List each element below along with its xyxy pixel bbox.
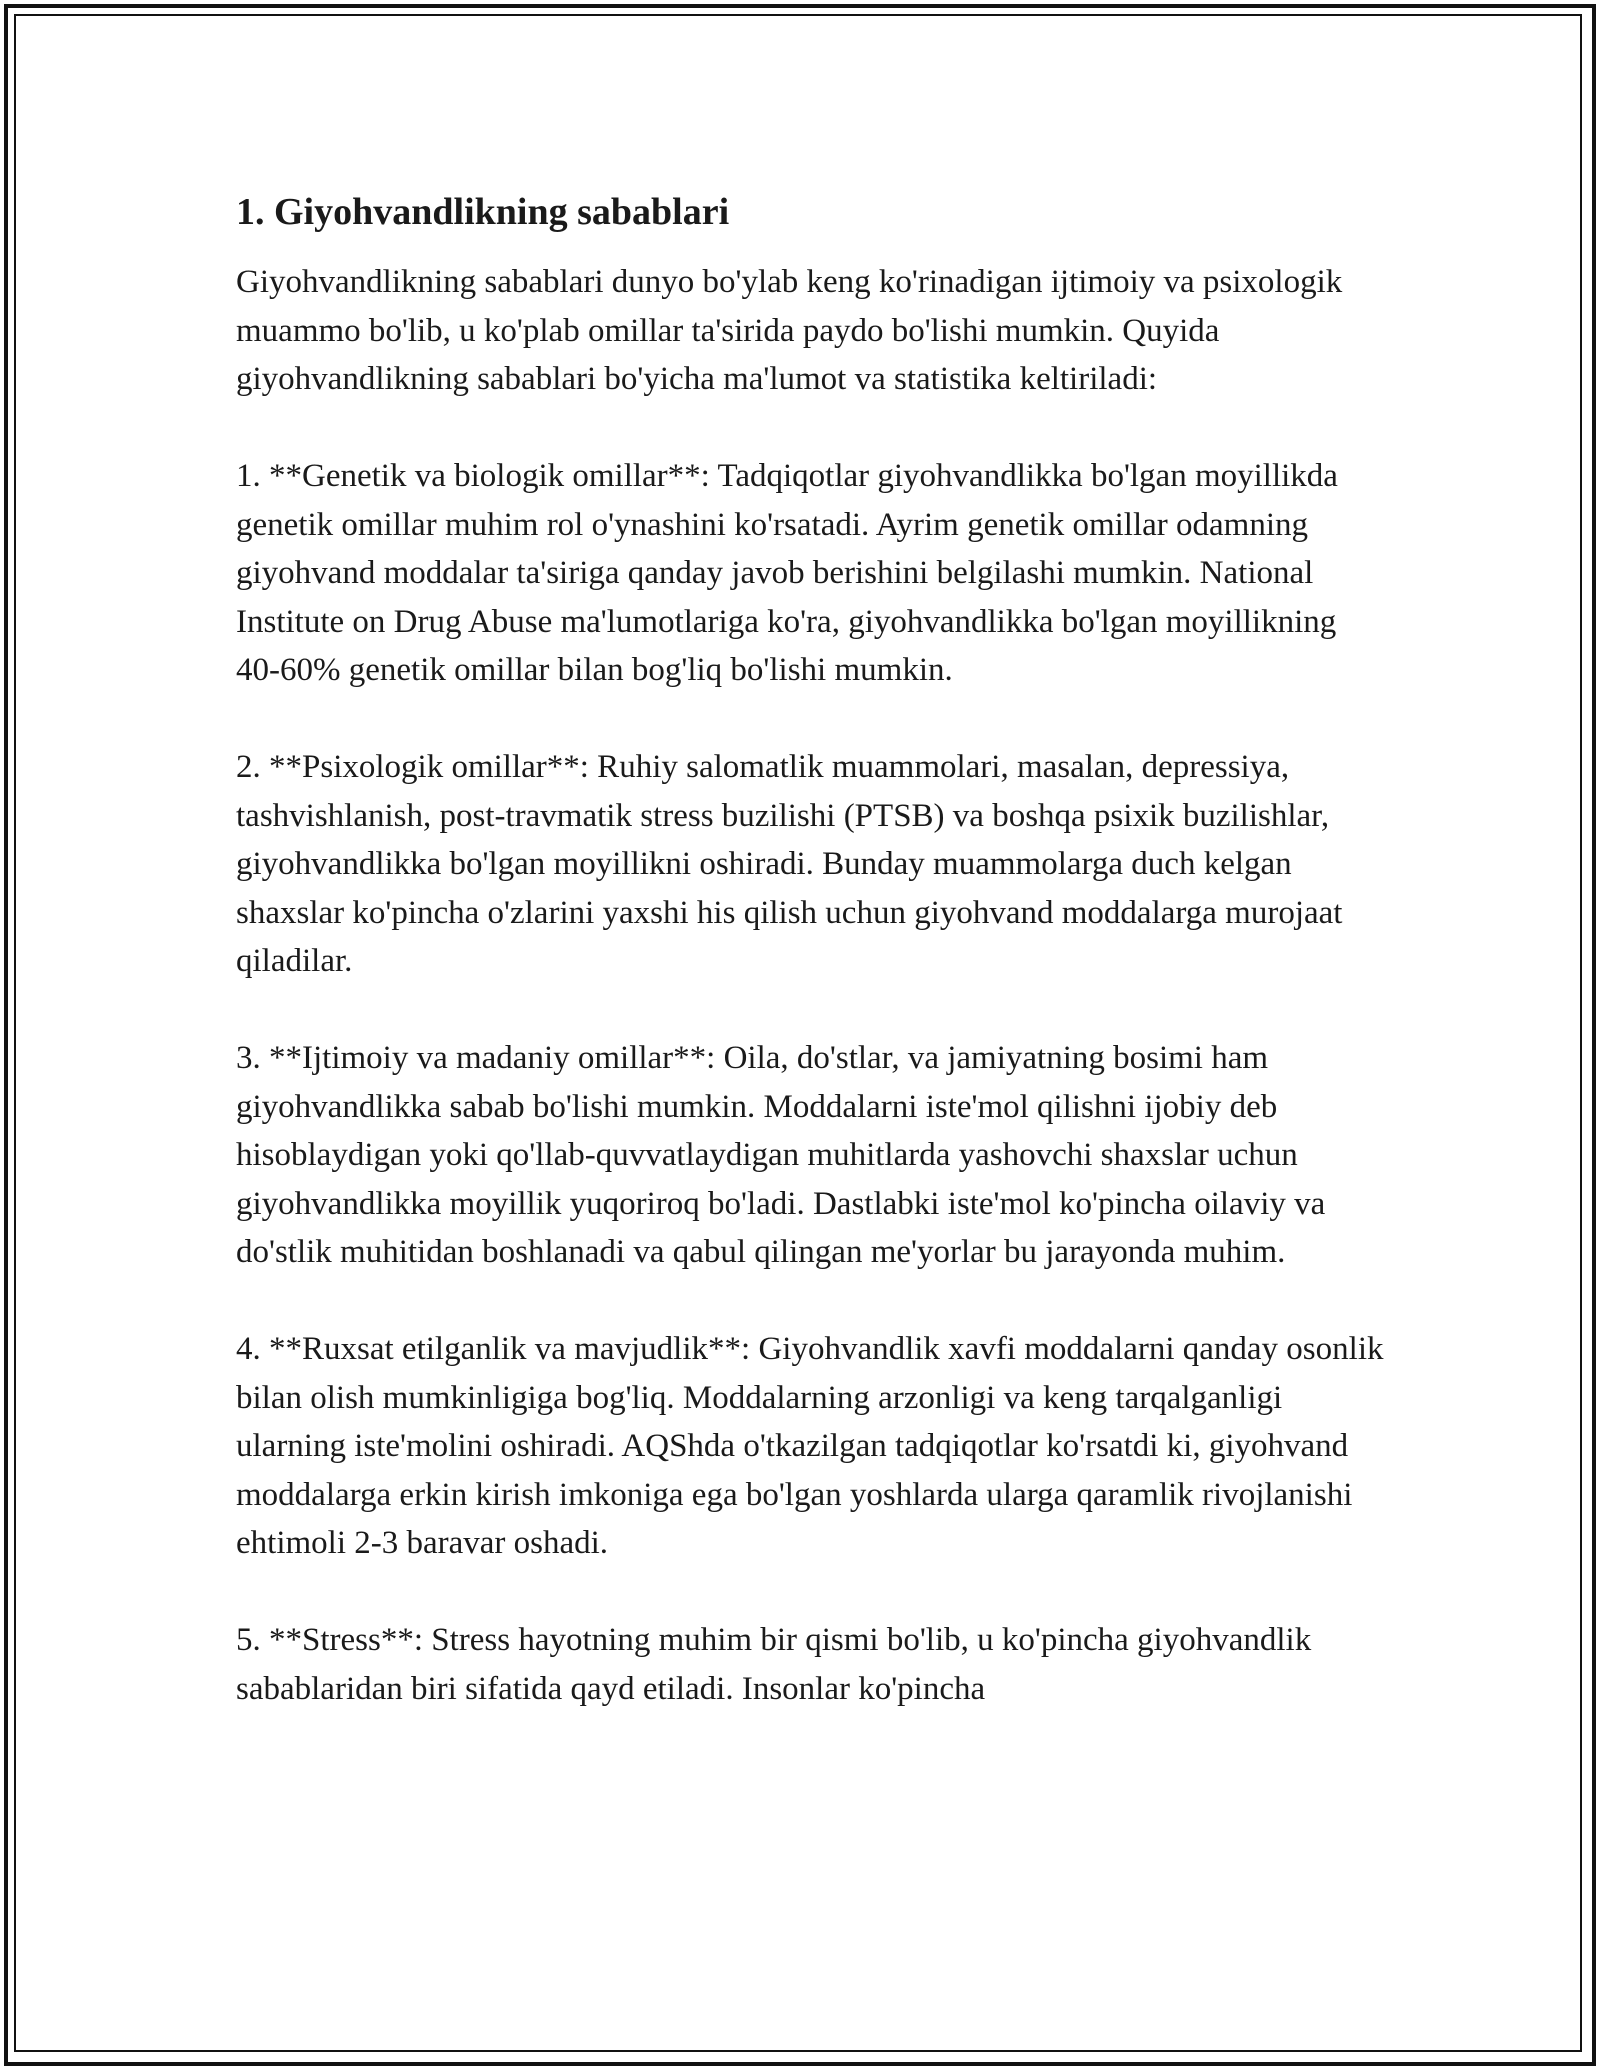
intro-paragraph: Giyohvandlikning sabablari dunyo bo'ylab keng ko'rinadigan ijtimoiy va psixologik muammo bo'lib, u ko'plab omillar ta'sirida paydo bo'lishi mumkin. Quyida giyohvandlikning sabablari bo'yicha ma'lumot va statistika keltiriladi: (236, 264, 1343, 397)
paragraph-genetic-factors: 1. **Genetik va biologik omillar**: Tadqiqotlar giyohvandlikka bo'lgan moyillikda genetik omillar muhim rol o'ynashini ko'rsatadi. Ayrim genetik omillar odamning giyohvand moddalar ta'siriga qanday javob berishini belgilashi mumkin. National Institute on Drug Abuse ma'lumotlariga ko'ra, giyohvandlikka bo'lgan moyillikning 40-60% genetik omillar bilan bog'liq bo'lishi mumkin. (236, 458, 1338, 688)
paragraph-social-cultural-factors: 3. **Ijtimoiy va madaniy omillar**: Oila, do'stlar, va jamiyatning bosimi ham giyohvandlikka sabab bo'lishi mumkin. Moddalarni iste'mol qilishni ijobiy deb hisoblaydigan yoki qo'llab-quvvatlaydigan muhitlarda yashovchi shaxslar uchun giyohvandlikka moyillik yuqoriroq bo'ladi. Dastlabki iste'mol ko'pincha oilaviy va do'stlik muhitidan boshlanadi va qabul qilingan me'yorlar bu jarayonda muhim. (236, 1040, 1326, 1270)
paragraph-stress: 5. **Stress**: Stress hayotning muhim bir qismi bo'lib, u ko'pincha giyohvandlik sabablaridan biri sifatida qayd etiladi. Insonlar ko'pincha (236, 1622, 1312, 1707)
paragraph-availability: 4. **Ruxsat etilganlik va mavjudlik**: Giyohvandlik xavfi moddalarni qanday osonlik bilan olish mumkinligiga bog'liq. Moddalarning arzonligi va keng tarqalganligi ularning iste'molini oshiradi. AQShda o'tkazilgan tadqiqotlar ko'rsatdi ki, giyohvand moddalarga erkin kirish imkoniga ega bo'lgan yoshlarda ularga qaramlik rivojlanishi ehtimoli 2-3 baravar oshadi. (236, 1331, 1384, 1561)
document-body (236, 186, 1386, 1762)
paragraph-psychological-factors: 2. **Psixologik omillar**: Ruhiy salomatlik muammolari, masalan, depressiya, tashvishlanish, post-travmatik stress buzilishi (PTSB) va boshqa psixik buzilishlar, giyohvandlikka bo'lgan moyillikni oshiradi. Bunday muammolarga duch kelgan shaxslar ko'pincha o'zlarini yaxshi his qilish uchun giyohvand moddalarga murojaat qiladilar. (236, 749, 1343, 979)
section-heading: 1. Giyohvandlikning sabablari (236, 191, 730, 233)
